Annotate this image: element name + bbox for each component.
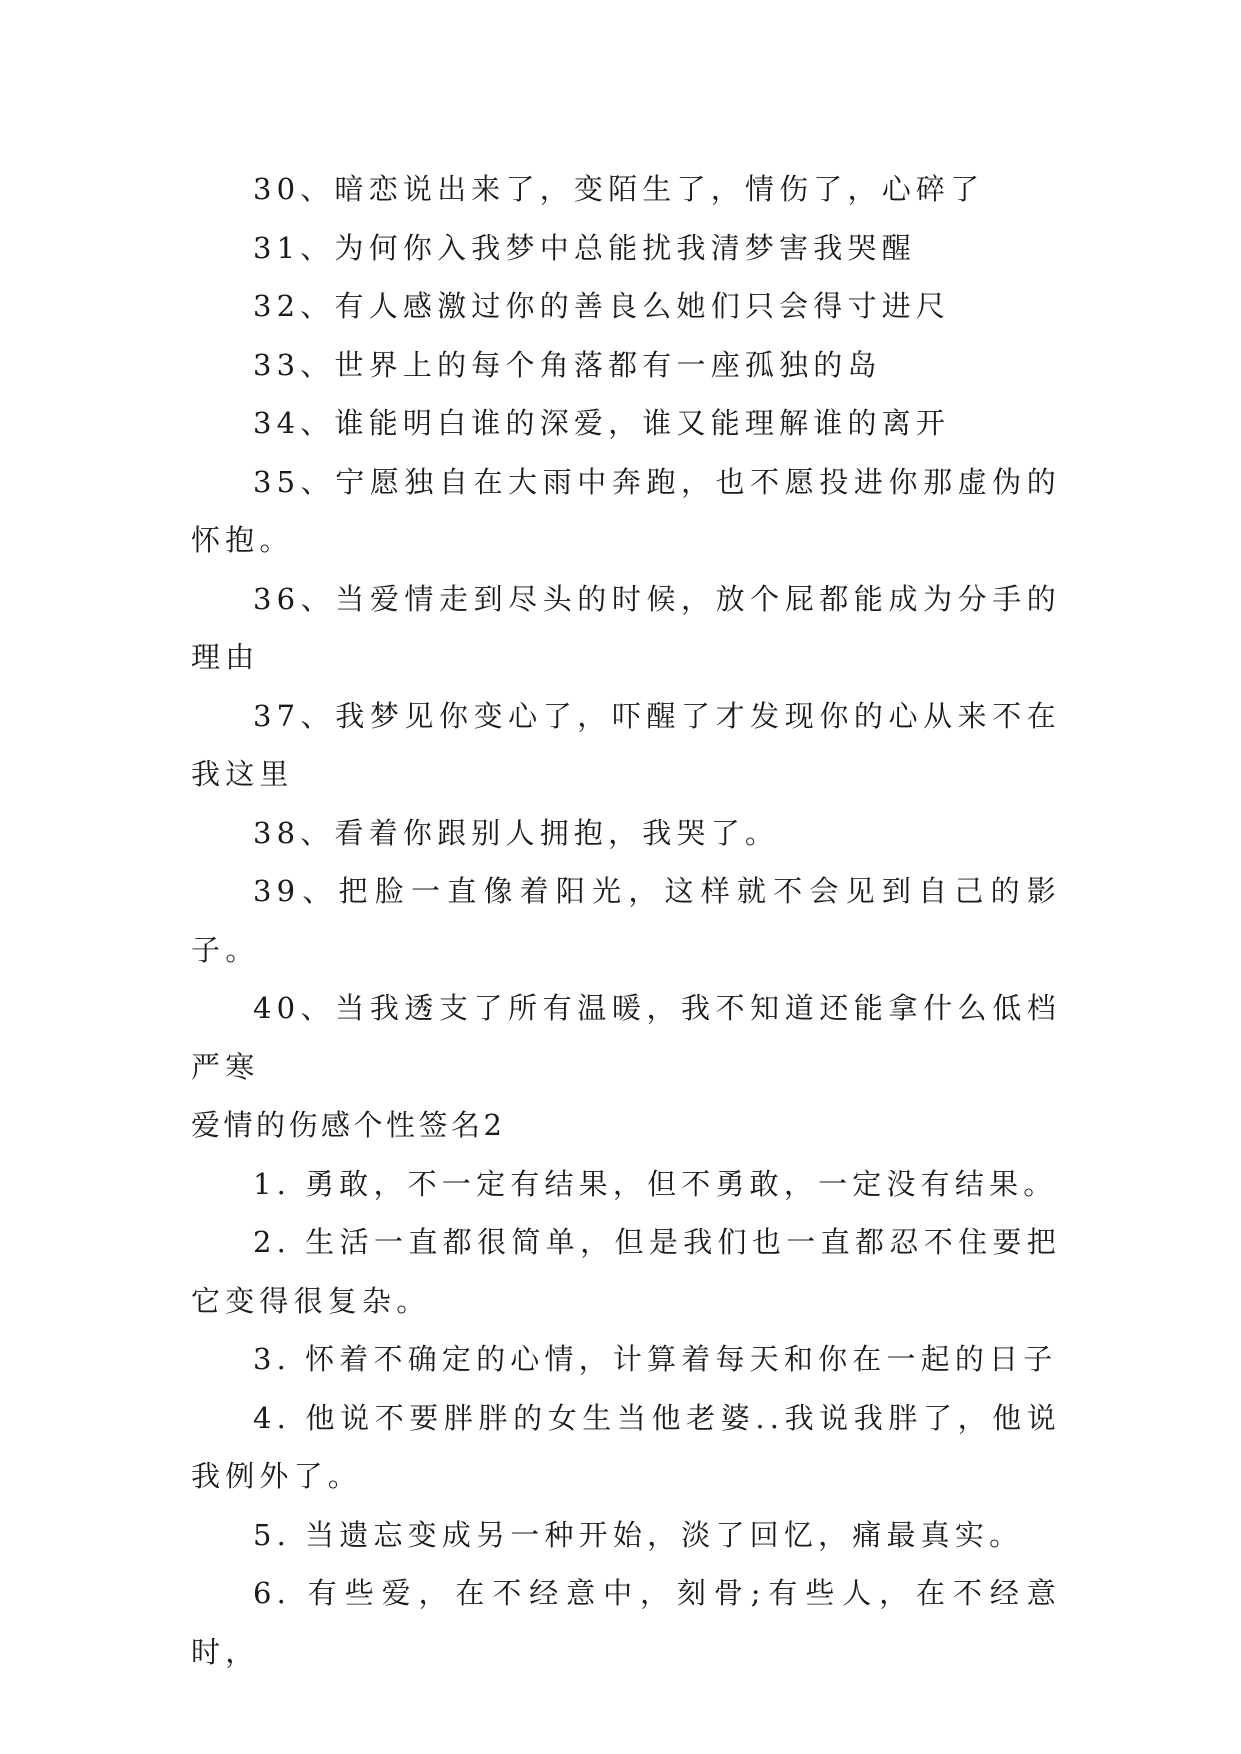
list-item (191, 1213, 1061, 1330)
list-item-number: 5. (253, 1517, 292, 1552)
list-item-number: 4. (253, 1400, 292, 1435)
paragraph-31: 31、为何你入我梦中总能扰我清梦害我哭醒 (253, 230, 916, 265)
list-item-number: 1. (253, 1166, 292, 1201)
paragraph-36: 36、当爱情走到尽头的时候，放个屁都能成为分手的理由 (191, 581, 1061, 674)
section-heading: 爱情的伤感个性签名2 (191, 1108, 506, 1142)
list-item-text: 他说不要胖胖的女生当他老婆..我说我胖了，他说我例外了。 (191, 1400, 1061, 1493)
document-body (191, 160, 1061, 1681)
paragraph-30: 30、暗恋说出来了，变陌生了，情伤了，心碎了 (253, 172, 985, 206)
paragraph-33: 33、世界上的每个角落都有一座孤独的岛 (253, 347, 882, 382)
list-item-text: 勇敢，不一定有结果，但不勇敢，一定没有结果。 (305, 1166, 1058, 1201)
list-item (191, 1155, 1061, 1214)
list-item (191, 1506, 1061, 1565)
list-item-text: 当遗忘变成另一种开始，淡了回忆，痛最真实。 (305, 1517, 1024, 1552)
list-item-number: 6. (253, 1576, 292, 1610)
list-item-text: 生活一直都很简单，但是我们也一直都忍不住要把它变得很复杂。 (191, 1225, 1061, 1318)
paragraph-40: 40、当我透支了所有温暖，我不知道还能拿什么低档严寒 (191, 991, 1061, 1084)
list-item-number: 2. (253, 1225, 292, 1259)
list-item (191, 1389, 1061, 1506)
list-item (191, 1330, 1061, 1389)
list-item-number: 3. (253, 1342, 292, 1376)
paragraph-34: 34、谁能明白谁的深爱，谁又能理解谁的离开 (253, 406, 951, 440)
list-item-text: 有些爱，在不经意中，刻骨;有些人，在不经意时， (191, 1576, 1061, 1669)
paragraph-35: 35、宁愿独自在大雨中奔跑，也不愿投进你那虚伪的怀抱。 (191, 464, 1061, 557)
paragraph-37: 37、我梦见你变心了，吓醒了才发现你的心从来不在我这里 (191, 698, 1061, 791)
list-item-text: 怀着不确定的心情，计算着每天和你在一起的日子 (305, 1342, 1058, 1376)
paragraph-38: 38、看着你跟别人拥抱，我哭了。 (253, 815, 780, 850)
paragraph-39: 39、把脸一直像着阳光，这样就不会见到自己的影子。 (191, 874, 1061, 967)
paragraph-32: 32、有人感激过你的善良么她们只会得寸进尺 (253, 289, 951, 323)
list-item (191, 1564, 1061, 1681)
